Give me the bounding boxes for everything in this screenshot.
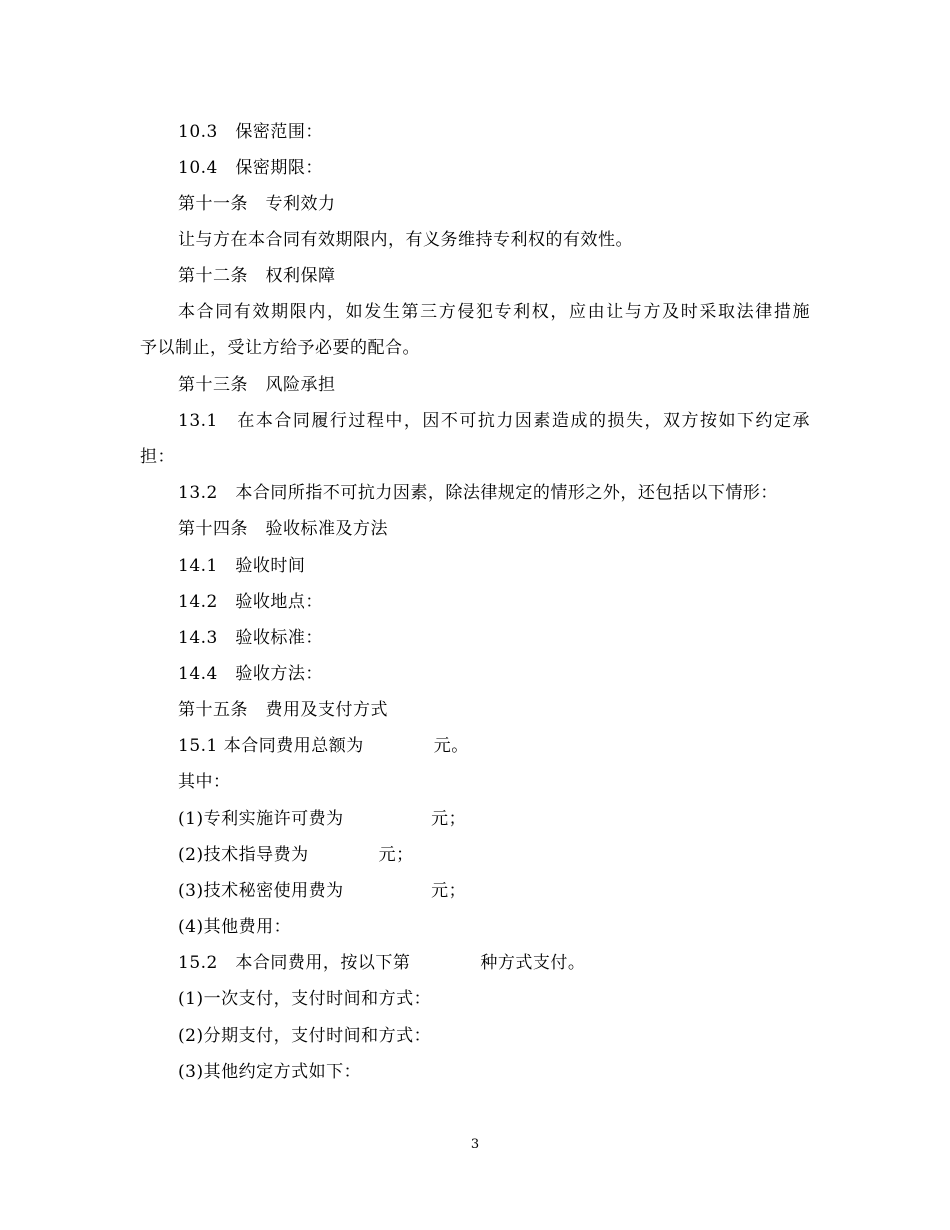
fee-item-2: (2)技术指导费为 元； — [178, 845, 414, 865]
page-number: 3 — [470, 1137, 480, 1152]
clause-10-4: 10.4 保密期限： — [178, 158, 323, 178]
article-11-heading: 第十一条 专利效力 — [178, 194, 336, 214]
article-12-text-line-2: 予以制止，受让方给予必要的配合。 — [140, 338, 420, 358]
clause-14-3: 14.3 验收标准： — [178, 628, 323, 648]
clause-13-1-line-2: 担： — [140, 447, 175, 467]
clause-14-2: 14.2 验收地点： — [178, 592, 323, 612]
article-15-heading: 第十五条 费用及支付方式 — [178, 700, 388, 720]
clause-13-1-line-1: 13.1 在本合同履行过程中，因不可抗力因素造成的损失，双方按如下约定承 — [178, 411, 810, 431]
payment-option-3: (3)其他约定方式如下： — [178, 1062, 362, 1082]
clause-15-2: 15.2 本合同费用，按以下第 种方式支付。 — [178, 953, 586, 973]
clause-14-1: 14.1 验收时间 — [178, 556, 306, 576]
fee-item-1: (1)专利实施许可费为 元； — [178, 809, 467, 829]
clause-13-2: 13.2 本合同所指不可抗力因素，除法律规定的情形之外，还包括以下情形： — [178, 483, 778, 503]
payment-option-2: (2)分期支付，支付时间和方式： — [178, 1026, 432, 1046]
payment-option-1: (1)一次支付，支付时间和方式： — [178, 989, 432, 1009]
clause-15-1: 15.1 本合同费用总额为 元。 — [178, 736, 469, 756]
clause-15-1-note: 其中： — [178, 772, 231, 792]
article-12-heading: 第十二条 权利保障 — [178, 266, 336, 286]
clause-10-3: 10.3 保密范围： — [178, 122, 323, 142]
article-14-heading: 第十四条 验收标准及方法 — [178, 519, 388, 539]
article-11-text: 让与方在本合同有效期限内，有义务维持专利权的有效性。 — [178, 230, 633, 250]
fee-item-3: (3)技术秘密使用费为 元； — [178, 881, 467, 901]
clause-14-4: 14.4 验收方法： — [178, 664, 323, 684]
article-13-heading: 第十三条 风险承担 — [178, 375, 336, 395]
article-12-text-line-1: 本合同有效期限内，如发生第三方侵犯专利权，应由让与方及时采取法律措施 — [178, 302, 810, 322]
fee-item-4: (4)其他费用： — [178, 917, 292, 937]
